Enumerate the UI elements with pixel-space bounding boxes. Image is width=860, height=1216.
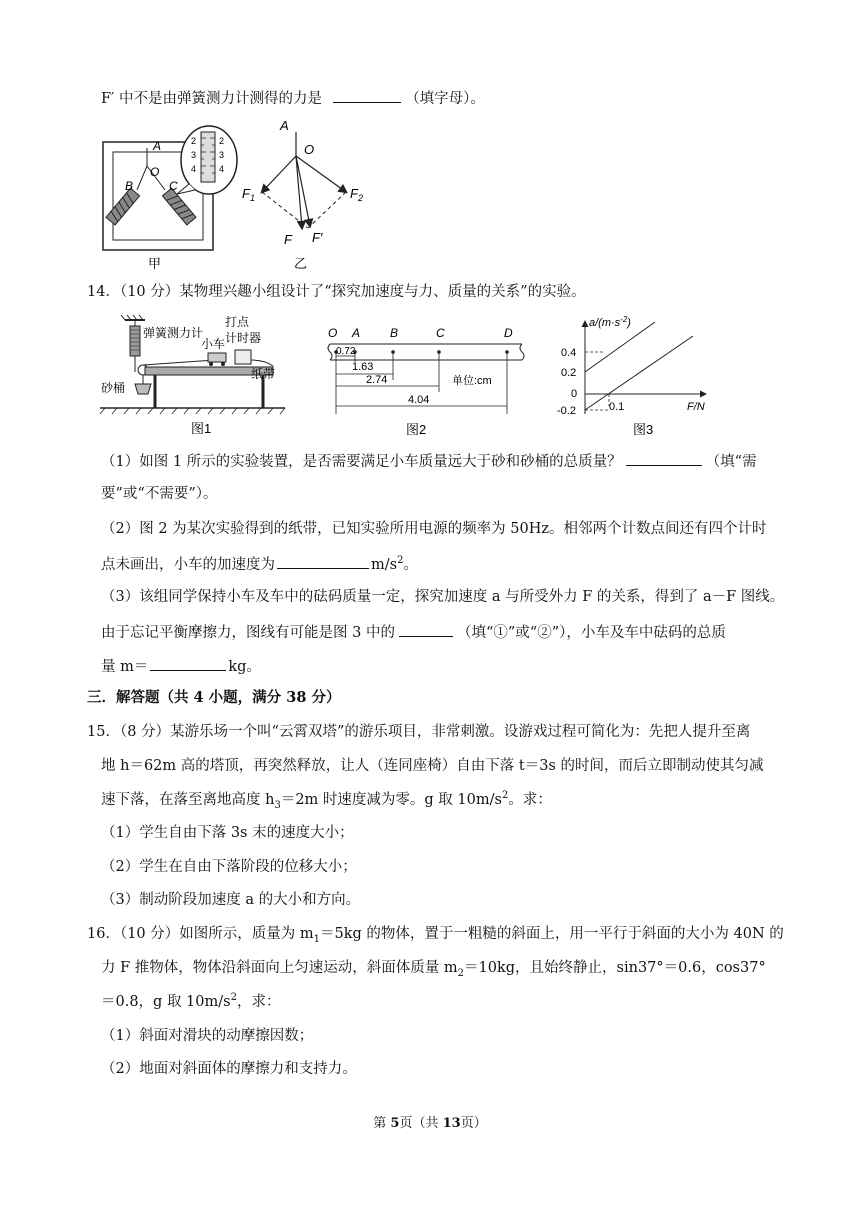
- svg-text:3: 3: [219, 150, 225, 160]
- svg-text:F2: $F_2$: [350, 186, 363, 203]
- q14-part3-line2: 由于忘记平衡摩擦力，图线有可能是图 3 中的 （填“①”或“②”），小车及车中砝码的总质: [101, 621, 726, 643]
- svg-text:0.2: 0.2: [561, 367, 577, 379]
- svg-text:a/(m·s-2): $a/(m\cdot s^{-2})$: [589, 315, 631, 329]
- figure-caption-3: 图3: [633, 422, 654, 437]
- svg-text:打点: 打点: [225, 315, 250, 329]
- q16-line2: 力 F 推物体，物体沿斜面向上匀速运动，斜面体质量 $m_2=10kg$，且始终静止，sin37°＝0.6，cos37°: [101, 960, 766, 979]
- svg-text:0.72: 0.72: [336, 346, 356, 357]
- q14-stem: 14．（10 分）某物理兴趣小组设计了“探究加速度与力、质量的关系”的实验。: [87, 284, 586, 300]
- q14-part3-line3: 量 m＝ kg。: [101, 655, 261, 677]
- svg-text:2.74: 2.74: [366, 374, 388, 386]
- svg-text:F: F: [284, 232, 292, 247]
- label-c: C: [169, 179, 178, 193]
- svg-text:F′: F′: [312, 230, 323, 245]
- svg-text:A: A: [352, 326, 361, 340]
- svg-text:0.4: 0.4: [561, 347, 577, 359]
- svg-text:2: 2: [191, 136, 197, 146]
- label-car: 小车: [201, 337, 226, 351]
- svg-text:F/N: F/N: [687, 401, 705, 413]
- q14-part2-line1: （2）图 2 为某次实验得到的纸带，已知实验所用电源的频率为 50Hz。相邻两个计数点间还有四个计时: [101, 521, 767, 537]
- q14-part3-line1: （3）该组同学保持小车及车中的砝码质量一定，探究加速度 a 与所受外力 F 的关系，得到了 a－F 图线。: [101, 589, 785, 605]
- svg-text:1.63: 1.63: [352, 361, 374, 373]
- svg-text:O: O: [304, 142, 315, 157]
- svg-text:-0.2: -0.2: [557, 405, 576, 417]
- figure-caption-yi: 乙: [294, 256, 308, 271]
- label-bucket: 砂桶: [101, 381, 126, 395]
- answer-blank[interactable]: [626, 450, 702, 466]
- q15-line3: 速下落，在落至离地高度 $h_3=2m$ 时速度减为零。g 取 $10m/s^2$。求：: [101, 790, 552, 811]
- label-o: O: [150, 165, 160, 179]
- label-b: B: [125, 179, 134, 193]
- svg-text:4: 4: [219, 164, 225, 174]
- page-footer: 第 5页（共 13页）: [373, 1116, 487, 1131]
- page-number: 5: [390, 1116, 400, 1131]
- answer-blank[interactable]: [277, 553, 369, 569]
- q14-figure-3: [555, 314, 720, 440]
- svg-text:O: O: [328, 326, 338, 340]
- section-title: 三．解答题（共 4 小题，满分 38 分）: [87, 689, 341, 706]
- svg-text:B: B: [390, 326, 399, 340]
- figure-caption-jia: 甲: [148, 256, 162, 271]
- svg-text:4: 4: [191, 164, 197, 174]
- q16-sub2: （2）地面对斜面体的摩擦力和支持力。: [101, 1061, 357, 1077]
- q16-sub1: （1）斜面对滑块的动摩擦因数；: [101, 1028, 314, 1044]
- label-tape: 纸带: [251, 367, 276, 381]
- label-a: A: [153, 139, 162, 153]
- svg-text:F1: $F_1$: [242, 186, 255, 203]
- svg-text:C: C: [436, 326, 445, 340]
- unit-label: 单位:cm: [452, 375, 492, 387]
- q14-part1-line2: 要”或“不需要”）。: [101, 486, 218, 502]
- q14-part1-line1: （1）如图 1 所示的实验装置，是否需要满足小车质量远大于砂和砂桶的总质量？ （填“需: [101, 450, 757, 472]
- q15-sub3: （3）制动阶段加速度 a 的大小和方向。: [101, 892, 361, 908]
- q16-line3: ＝0.8，g 取 $10m/s^2$，求：: [101, 992, 281, 1010]
- answer-blank[interactable]: [333, 87, 401, 103]
- svg-text:0: 0: [571, 388, 578, 400]
- q15-line2: 地 h＝62m 高的塔顶，再突然释放，让人（连同座椅）自由下落 t＝3s 的时间，而后立即制动使其匀减: [101, 758, 764, 774]
- q13-fill-line: F′ 中不是由弹簧测力计测得的力是 （填字母）。: [101, 87, 485, 109]
- q14-figure-2: [322, 318, 532, 440]
- answer-blank[interactable]: [399, 621, 453, 637]
- label-timer: 计时器: [225, 331, 262, 345]
- figure-yi: [236, 116, 376, 274]
- svg-text:3: 3: [191, 150, 197, 160]
- answer-blank[interactable]: [150, 655, 226, 671]
- page-total: 13: [442, 1116, 461, 1131]
- q16-line1: 16．（10 分）如图所示，质量为 $m_1=5kg$ 的物体，置于一粗糙的斜面上，用一平行于斜面的大小为 40N 的: [87, 926, 784, 945]
- svg-text:D: D: [504, 326, 513, 340]
- svg-text:2: 2: [219, 136, 225, 146]
- figure-jia: [95, 118, 245, 273]
- figure-caption-2: 图2: [406, 422, 427, 437]
- svg-text:0.1: 0.1: [609, 401, 625, 413]
- svg-text:4.04: 4.04: [408, 394, 430, 406]
- label-spring-scale: 弹簧测力计: [143, 326, 204, 340]
- svg-text:A: A: [280, 118, 289, 133]
- q15-line1: 15．（8 分）某游乐场一个叫“云霄双塔”的游乐项目，非常刺激。设游戏过程可简化为：先把人提升至离: [87, 724, 751, 740]
- figure-caption-1: 图1: [191, 421, 212, 436]
- q15-sub1: （1）学生自由下落 3s 末的速度大小；: [101, 825, 354, 841]
- q15-sub2: （2）学生在自由下落阶段的位移大小；: [101, 859, 357, 875]
- q14-figure-1: [95, 312, 290, 440]
- q14-part2-line2: 点未画出，小车的加速度为 $m/s^2$。: [101, 553, 418, 575]
